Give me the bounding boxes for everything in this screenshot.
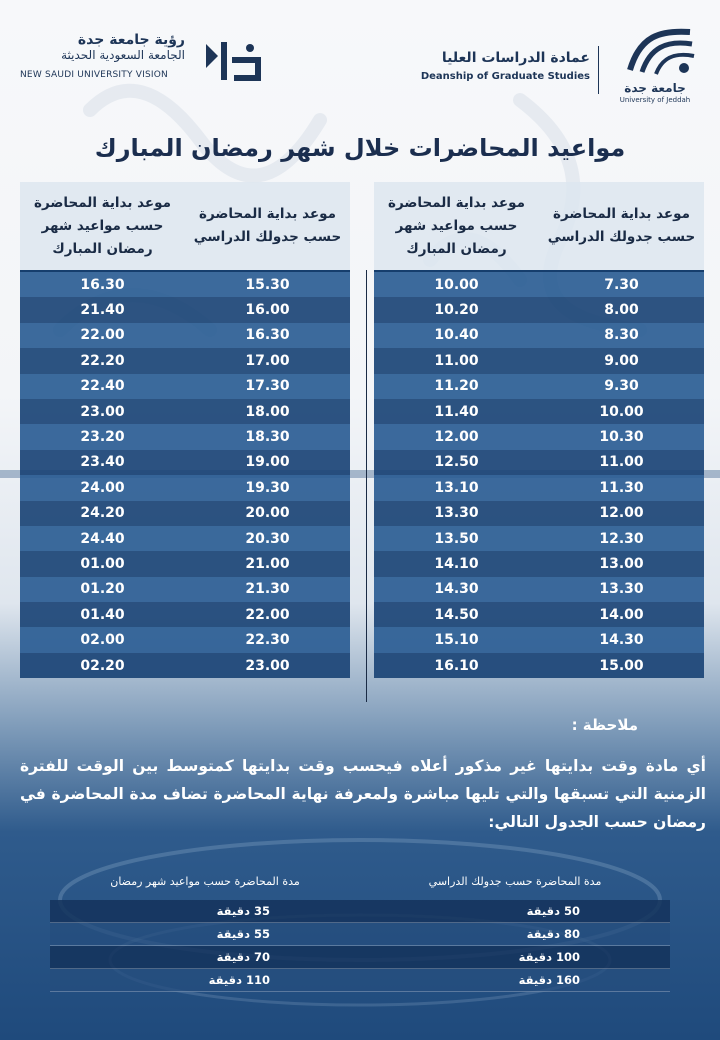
table-row	[374, 297, 704, 322]
schedule-table-right	[374, 182, 704, 678]
cell-regular: 80 دقيقة	[526, 927, 580, 941]
vision-subtitle-ar: الجامعة السعودية الحديثة	[61, 48, 185, 62]
cell-regular: 14.00	[599, 606, 644, 623]
cell-ramadan: 01.20	[80, 581, 125, 598]
note-title: ملاحظة :	[571, 716, 638, 734]
table-row	[20, 272, 350, 297]
cell-ramadan: 23.00	[80, 403, 125, 420]
header-divider	[598, 46, 599, 94]
cell-regular: 10.30	[599, 429, 644, 446]
cell-regular: 17.30	[245, 378, 290, 395]
table-row	[20, 450, 350, 475]
table-row	[374, 348, 704, 373]
header-regular: موعد بداية المحاضرة حسب جدولك الدراسي	[193, 206, 342, 245]
duration-row	[50, 946, 670, 969]
table-body	[20, 272, 350, 678]
table-header	[374, 182, 704, 272]
cell-regular: 20.30	[245, 530, 290, 547]
cell-ramadan: 14.10	[434, 555, 479, 572]
table-row	[20, 399, 350, 424]
cell-ramadan: 24.00	[80, 479, 125, 496]
table-body	[374, 272, 704, 678]
cell-ramadan: 35 دقيقة	[216, 904, 270, 918]
duration-header-ramadan: مدة المحاضرة حسب مواعيد شهر رمضان	[110, 874, 300, 888]
table-row	[374, 602, 704, 627]
cell-regular: 9.00	[604, 352, 639, 369]
schedule-table-left	[20, 182, 350, 678]
cell-regular: 9.30	[604, 378, 639, 395]
cell-ramadan: 01.00	[80, 555, 125, 572]
cell-ramadan: 55 دقيقة	[216, 927, 270, 941]
table-row	[374, 272, 704, 297]
table-row	[20, 424, 350, 449]
cell-regular: 22.30	[245, 632, 290, 649]
cell-ramadan: 13.50	[434, 530, 479, 547]
cell-ramadan: 110 دقيقة	[208, 973, 270, 987]
table-row	[20, 653, 350, 678]
note-body: أي مادة وقت بدايتها غير مذكور أعلاه فيحسب وقت بدايتها كمتوسط بين الوقت للفترة الزمنية التي تسبقها والتي تليها مباشرة ولمعرفة نهاية المحاضرة تضاف مدة المحاضرة في رمضان حسب الجدول التالي:	[20, 757, 706, 831]
cell-ramadan: 70 دقيقة	[216, 950, 270, 964]
cell-regular: 15.30	[245, 276, 290, 293]
header-ramadan: موعد بداية المحاضرة حسب مواعيد شهر رمضان المبارك	[34, 194, 171, 257]
header-ramadan: موعد بداية المحاضرة حسب مواعيد شهر رمضان المبارك	[388, 194, 525, 257]
cell-ramadan: 01.40	[80, 606, 125, 623]
cell-ramadan: 02.00	[80, 632, 125, 649]
vision-logo	[20, 32, 260, 92]
cell-regular: 11.30	[599, 479, 644, 496]
cell-regular: 19.30	[245, 479, 290, 496]
table-row	[20, 526, 350, 551]
table-row	[374, 526, 704, 551]
table-row	[20, 475, 350, 500]
deanship-title-en: Deanship of Graduate Studies	[420, 71, 590, 82]
vision-title-ar: رؤية جامعة جدة	[77, 32, 185, 48]
table-row	[374, 501, 704, 526]
cell-regular: 18.00	[245, 403, 290, 420]
cell-ramadan: 24.40	[80, 530, 125, 547]
duration-table-header	[50, 862, 670, 900]
cell-regular: 8.00	[604, 302, 639, 319]
cell-regular: 22.00	[245, 606, 290, 623]
page-title: مواعيد المحاضرات خلال شهر رمضان المبارك	[94, 134, 626, 162]
table-row	[20, 551, 350, 576]
table-row	[20, 323, 350, 348]
cell-regular: 21.30	[245, 581, 290, 598]
cell-ramadan: 12.00	[434, 429, 479, 446]
table-row	[20, 602, 350, 627]
table-row	[374, 374, 704, 399]
cell-regular: 15.00	[599, 657, 644, 674]
table-row	[374, 399, 704, 424]
cell-ramadan: 15.10	[434, 632, 479, 649]
cell-regular: 100 دقيقة	[518, 950, 580, 964]
table-row	[20, 577, 350, 602]
cell-regular: 13.00	[599, 555, 644, 572]
duration-row	[50, 923, 670, 946]
cell-regular: 16.30	[245, 327, 290, 344]
table-row	[374, 424, 704, 449]
university-name-en: University of Jeddah	[619, 96, 691, 104]
cell-ramadan: 22.20	[80, 352, 125, 369]
cell-regular: 10.00	[599, 403, 644, 420]
cell-ramadan: 11.00	[434, 352, 479, 369]
cell-ramadan: 10.00	[434, 276, 479, 293]
cell-regular: 23.00	[245, 657, 290, 674]
cell-ramadan: 16.30	[80, 276, 125, 293]
table-row	[374, 653, 704, 678]
cell-ramadan: 13.30	[434, 505, 479, 522]
table-divider	[366, 270, 367, 702]
cell-regular: 160 دقيقة	[518, 973, 580, 987]
table-row	[374, 627, 704, 652]
university-emblem-icon	[620, 26, 700, 78]
cell-ramadan: 23.40	[80, 454, 125, 471]
duration-table-body	[50, 900, 670, 992]
table-header	[20, 182, 350, 272]
cell-regular: 14.30	[599, 632, 644, 649]
cell-regular: 13.30	[599, 581, 644, 598]
header	[0, 0, 720, 118]
cell-regular: 18.30	[245, 429, 290, 446]
cell-regular: 11.00	[599, 454, 644, 471]
cell-regular: 21.00	[245, 555, 290, 572]
cell-ramadan: 11.40	[434, 403, 479, 420]
cell-ramadan: 13.10	[434, 479, 479, 496]
cell-ramadan: 14.30	[434, 581, 479, 598]
table-row	[374, 323, 704, 348]
cell-regular: 20.00	[245, 505, 290, 522]
duration-header-regular: مدة المحاضرة حسب جدولك الدراسي	[428, 874, 602, 888]
cell-ramadan: 12.50	[434, 454, 479, 471]
cell-ramadan: 10.20	[434, 302, 479, 319]
cell-regular: 12.00	[599, 505, 644, 522]
cell-regular: 16.00	[245, 302, 290, 319]
cell-regular: 50 دقيقة	[526, 904, 580, 918]
table-row	[374, 450, 704, 475]
cell-ramadan: 10.40	[434, 327, 479, 344]
university-name-ar: جامعة جدة	[624, 81, 686, 95]
table-row	[374, 475, 704, 500]
cell-regular: 19.00	[245, 454, 290, 471]
table-row	[374, 551, 704, 576]
deanship-title-ar: عمادة الدراسات العليا	[441, 50, 590, 66]
table-row	[20, 348, 350, 373]
cell-ramadan: 14.50	[434, 606, 479, 623]
cell-ramadan: 22.00	[80, 327, 125, 344]
cell-regular: 8.30	[604, 327, 639, 344]
cell-ramadan: 11.20	[434, 378, 479, 395]
duration-row	[50, 969, 670, 992]
table-row	[20, 297, 350, 322]
table-row	[20, 501, 350, 526]
cell-ramadan: 21.40	[80, 302, 125, 319]
duration-row	[50, 900, 670, 923]
university-logo	[420, 26, 710, 106]
header-regular: موعد بداية المحاضرة حسب جدولك الدراسي	[547, 206, 696, 245]
cell-regular: 17.00	[245, 352, 290, 369]
cell-ramadan: 24.20	[80, 505, 125, 522]
table-row	[20, 627, 350, 652]
cell-ramadan: 16.10	[434, 657, 479, 674]
cell-regular: 7.30	[604, 276, 639, 293]
table-row	[374, 577, 704, 602]
cell-ramadan: 23.20	[80, 429, 125, 446]
cell-ramadan: 22.40	[80, 378, 125, 395]
vision-title-en: NEW SAUDI UNIVERSITY VISION	[20, 70, 168, 80]
duration-table	[50, 862, 670, 992]
cell-regular: 12.30	[599, 530, 644, 547]
table-row	[20, 374, 350, 399]
cell-ramadan: 02.20	[80, 657, 125, 674]
vision-mark-icon	[198, 38, 268, 84]
